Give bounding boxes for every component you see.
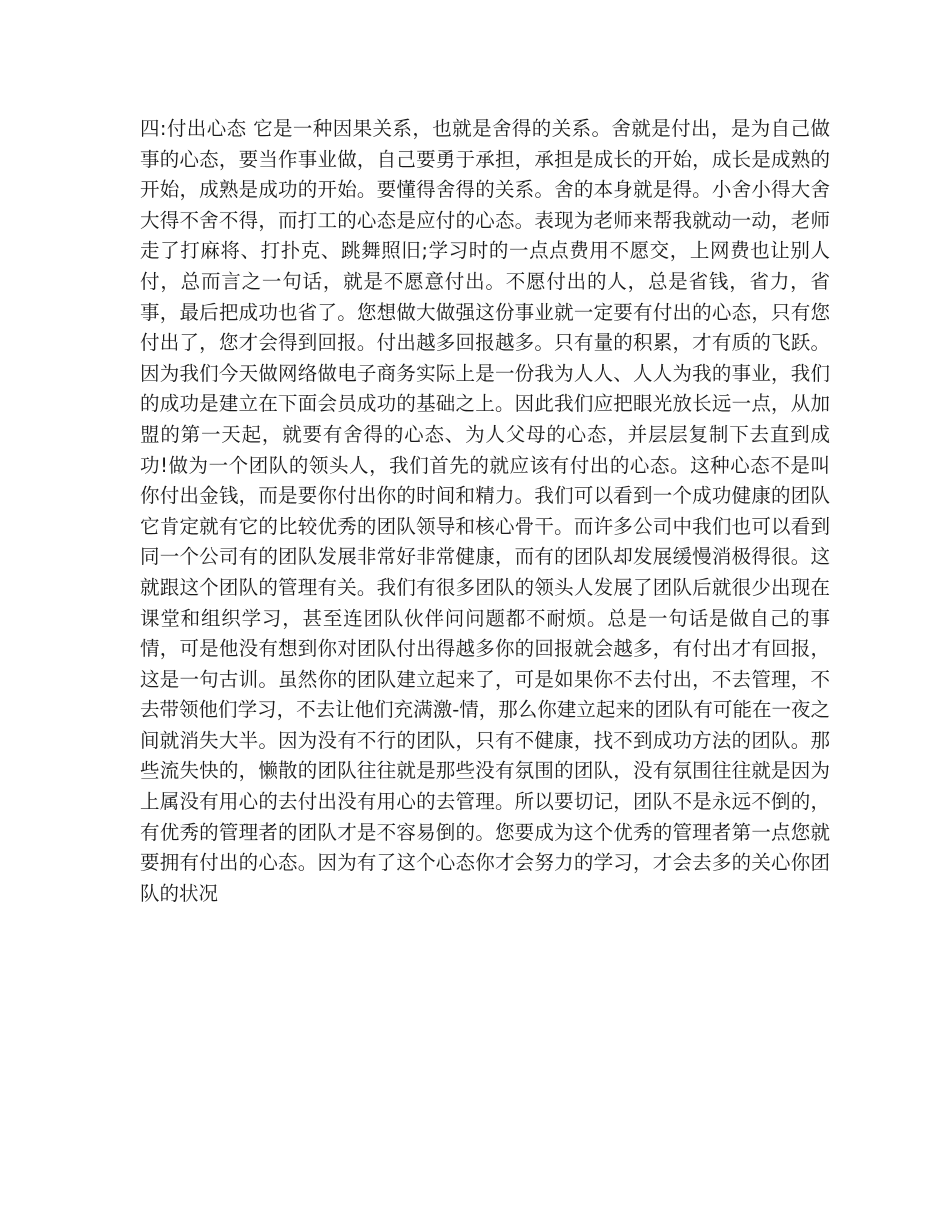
body-paragraph: 四:付出心态 它是一种因果关系，也就是舍得的关系。舍就是付出，是为自己做事的心态，要当作事业做，自己要勇于承担，承担是成长的开始，成长是成熟的开始，成熟是成功的开始。要懂得舍得的关系。舍的本身就是得。小舍小得大舍大得不舍不得，而打工的心态是应付的心态。表现为老师来帮我就动一动，老师走了打麻将、打扑克、跳舞照旧;学习时的一点点费用不愿交，上网费也让别人付，总而言之一句话，就是不愿意付出。不愿付出的人，总是省钱，省力，省事，最后把成功也省了。您想做大做强这份事业就一定要有付出的心态，只有您付出了，您才会得到回报。付出越多回报越多。只有量的积累，才有质的飞跃。因为我们今天做网络做电子商务实际上是一份我为人人、人人为我的事业，我们的成功是建立在下面会员成功的基础之上。因此我们应把眼光放长远一点，从加盟的第一天起，就要有舍得的心态、为人父母的心态，并层层复制下去直到成功!做为一个团队的领头人，我们首先的就应该有付出的心态。这种心态不是叫你付出金钱，而是要你付出你的时间和精力。我们可以看到一个成功健康的团队它肯定就有它的比较优秀的团队领导和核心骨干。而许多公司中我们也可以看到同一个公司有的团队发展非常好非常健康，而有的团队却发展缓慢消极得很。这就跟这个团队的管理有关。我们有很多团队的领头人发展了团队后就很少出现在课堂和组织学习，甚至连团队伙伴问问题都不耐烦。总是一句话是做自己的事情，可是他没有想到你对团队付出得越多你的回报就会越多，有付出才有回报，这是一句古训。虽然你的团队建立起来了，可是如果你不去付出，不去管理，不去带领他们学习，不去让他们充满激-情，那么你建立起来的团队有可能在一夜之间就消失大半。因为没有不行的团队，只有不健康，找不到成功方法的团队。那些流失快的，懒散的团队往往就是那些没有氛围的团队，没有氛围往往就是因为上属没有用心的去付出没有用心的去管理。所以要切记，团队不是永远不倒的，有优秀的管理者的团队才是不容易倒的。您要成为这个优秀的管理者第一点您就要拥有付出的心态。因为有了这个心态你才会努力的学习，才会去多的关心你团队的状况 — [140, 117, 830, 905]
